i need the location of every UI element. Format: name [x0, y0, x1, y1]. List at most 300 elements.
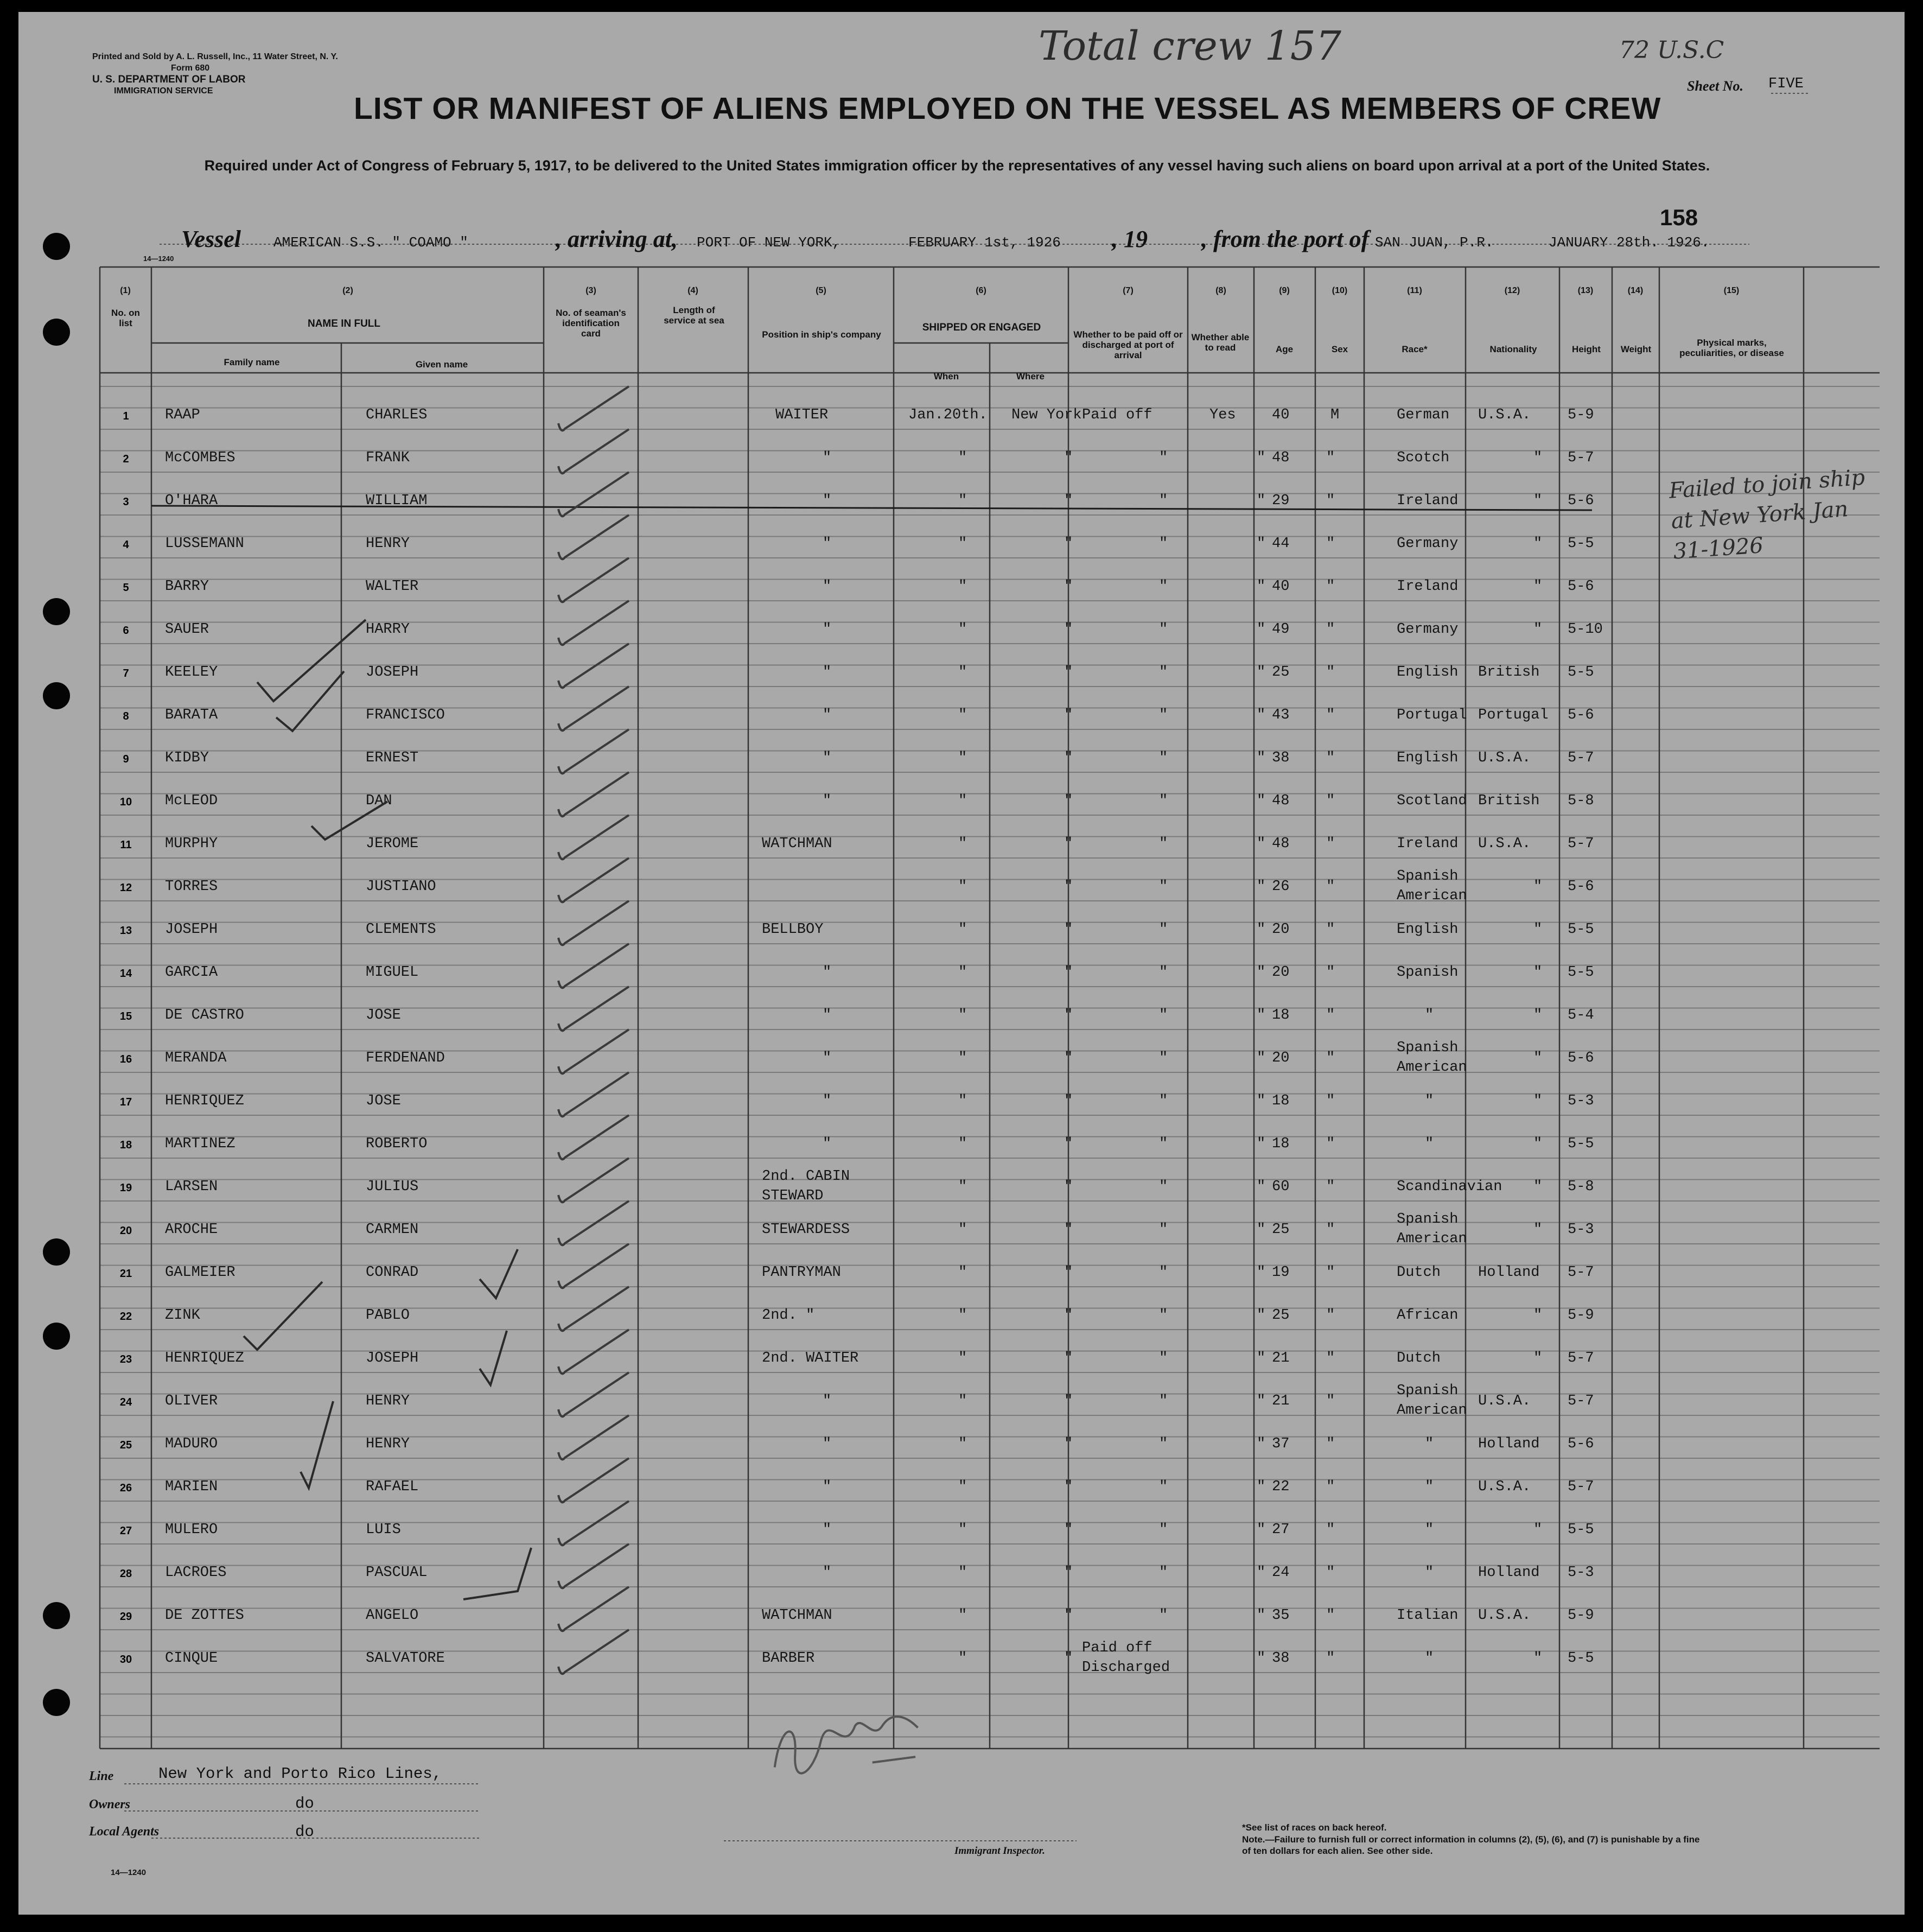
- able-to-read-cell: ": [1257, 836, 1266, 852]
- given-name-cell: FRANK: [366, 450, 410, 466]
- nationality-cell: U.S.A.: [1478, 750, 1531, 766]
- row-number-cell: 18: [119, 1139, 132, 1151]
- header-id-card: No. of seaman's identification card: [556, 308, 626, 339]
- height-cell: 5-9: [1568, 1607, 1594, 1624]
- position-cell: BELLBOY: [762, 921, 824, 938]
- nationality-cell: ": [1533, 921, 1543, 938]
- given-name-cell: JEROME: [366, 836, 419, 852]
- id-card-check-mark: [558, 901, 629, 945]
- age-cell: 43: [1272, 707, 1290, 723]
- given-name-cell: ANGELO: [366, 1607, 419, 1624]
- header-age: Age: [1275, 344, 1294, 354]
- position-cell: PANTRYMAN: [762, 1264, 841, 1281]
- family-name-cell: JOSEPH: [165, 921, 218, 938]
- where-cell: ": [1064, 1179, 1073, 1195]
- header-where: Where: [1016, 371, 1045, 382]
- column-number: (4): [687, 286, 698, 295]
- when-cell: ": [958, 1136, 967, 1152]
- family-name-cell: AROCHE: [165, 1222, 218, 1238]
- paid-off-cell: ": [1159, 1179, 1168, 1195]
- row-number-cell: 2: [123, 453, 129, 465]
- where-cell: ": [1064, 921, 1073, 938]
- position-cell: WATCHMAN: [762, 1607, 832, 1624]
- form-number: Form 680: [171, 63, 210, 73]
- paid-off-cell: ": [1159, 1050, 1168, 1066]
- nationality-cell: ": [1533, 1650, 1543, 1667]
- local-agents-label: Local Agents: [89, 1825, 160, 1839]
- height-cell: 5-5: [1568, 1136, 1594, 1152]
- position-cell: 2nd. ": [762, 1307, 815, 1324]
- given-name-cell: HARRY: [366, 621, 410, 638]
- row-number-cell: 9: [123, 753, 129, 765]
- nationality-cell: Portugal: [1478, 707, 1549, 723]
- family-name-cell: DE CASTRO: [165, 1007, 244, 1024]
- nationality-cell: ": [1533, 1179, 1543, 1195]
- position-cell: ": [823, 1522, 832, 1538]
- paid-off-cell: ": [1159, 707, 1168, 723]
- paid-off-cell: ": [1159, 921, 1168, 938]
- age-cell: 18: [1272, 1007, 1290, 1024]
- age-cell: 18: [1272, 1136, 1290, 1152]
- race-cell: ": [1425, 1093, 1434, 1109]
- where-cell: ": [1064, 1607, 1073, 1624]
- position-cell: ": [823, 450, 832, 466]
- row-number-cell: 13: [119, 925, 132, 937]
- when-cell: ": [958, 1650, 967, 1667]
- line-value: New York and Porto Rico Lines,: [158, 1765, 442, 1783]
- nationality-cell: ": [1533, 536, 1543, 552]
- when-cell: ": [958, 921, 967, 938]
- age-cell: 40: [1272, 407, 1290, 423]
- given-name-cell: PASCUAL: [366, 1565, 428, 1581]
- when-cell: Jan.20th.: [908, 407, 988, 423]
- given-name-cell: FERDENAND: [366, 1050, 445, 1066]
- nationality-cell: ": [1533, 1350, 1543, 1367]
- nationality-cell: U.S.A.: [1478, 407, 1531, 423]
- age-cell: 48: [1272, 836, 1290, 852]
- able-to-read-cell: ": [1257, 1479, 1266, 1495]
- able-to-read-cell: ": [1257, 621, 1266, 638]
- family-name-cell: HENRIQUEZ: [165, 1093, 244, 1109]
- header-physical-marks: Physical marks, peculiarities, or disease: [1679, 338, 1784, 358]
- given-name-cell: LUIS: [366, 1522, 401, 1538]
- row-number-cell: 19: [119, 1182, 132, 1194]
- paid-off-cell: ": [1159, 836, 1168, 852]
- sex-cell: ": [1326, 579, 1335, 595]
- able-to-read-cell: Yes: [1209, 407, 1236, 423]
- race-cell: Dutch: [1397, 1350, 1441, 1367]
- family-name-cell: MARIEN: [165, 1479, 218, 1495]
- race-cell: Spanish American: [1397, 1040, 1467, 1076]
- given-name-cell: SALVATORE: [366, 1650, 445, 1667]
- form-subtitle: Required under Act of Congress of February 5, 1917, to be delivered to the United States immigration officer by the representatives of any vessel having such aliens on board upon arrival at a port of the United States.: [204, 157, 1710, 174]
- where-cell: ": [1064, 493, 1073, 509]
- row-number-cell: 23: [119, 1353, 132, 1365]
- where-cell: ": [1064, 579, 1073, 595]
- family-name-cell: BARATA: [165, 707, 218, 723]
- age-cell: 18: [1272, 1093, 1290, 1109]
- column-number: (13): [1577, 286, 1594, 295]
- paid-off-cell: ": [1159, 1264, 1168, 1281]
- header-nationality: Nationality: [1489, 344, 1537, 354]
- column-number: (1): [120, 286, 131, 295]
- id-card-check-mark: [558, 1115, 629, 1159]
- where-cell: ": [1064, 879, 1073, 895]
- height-cell: 5-7: [1568, 1479, 1594, 1495]
- age-cell: 25: [1272, 1222, 1290, 1238]
- height-cell: 5-9: [1568, 1307, 1594, 1324]
- paid-off-cell: ": [1159, 493, 1168, 509]
- paid-off-cell: ": [1159, 793, 1168, 809]
- page-number: 158: [1660, 205, 1698, 230]
- header-no-on-list: No. on list: [111, 308, 140, 328]
- family-name-cell: KEELEY: [165, 664, 218, 681]
- id-card-check-mark: [558, 601, 629, 645]
- when-cell: ": [958, 793, 967, 809]
- paid-off-cell: ": [1159, 1393, 1168, 1409]
- given-name-cell: JOSEPH: [366, 664, 419, 681]
- given-name-cell: FRANCISCO: [366, 707, 445, 723]
- id-card-check-mark: [558, 1372, 629, 1416]
- able-to-read-cell: ": [1257, 1093, 1266, 1109]
- family-name-cell: McCOMBES: [165, 450, 235, 466]
- when-cell: ": [958, 450, 967, 466]
- given-name-cell: HENRY: [366, 536, 410, 552]
- able-to-read-cell: ": [1257, 1307, 1266, 1324]
- header-given-name: Given name: [415, 359, 468, 370]
- able-to-read-cell: ": [1257, 921, 1266, 938]
- family-name-cell: MURPHY: [165, 836, 218, 852]
- id-card-check-mark: [558, 644, 629, 688]
- where-cell: ": [1064, 1650, 1073, 1667]
- race-cell: African: [1397, 1307, 1459, 1324]
- nationality-cell: ": [1533, 1307, 1543, 1324]
- able-to-read-cell: ": [1257, 707, 1266, 723]
- family-name-cell: O'HARA: [165, 493, 218, 509]
- height-cell: 5-8: [1568, 793, 1594, 809]
- position-cell: ": [823, 1093, 832, 1109]
- able-to-read-cell: ": [1257, 579, 1266, 595]
- age-cell: 49: [1272, 621, 1290, 638]
- sex-cell: ": [1326, 1479, 1335, 1495]
- age-cell: 24: [1272, 1565, 1290, 1581]
- id-card-check-mark: [558, 1072, 629, 1116]
- row-number-cell: 29: [119, 1611, 132, 1623]
- nationality-cell: ": [1533, 1522, 1543, 1538]
- header-position: Position in ship's company: [762, 329, 881, 340]
- position-cell: ": [823, 1479, 832, 1495]
- row-number-cell: 14: [119, 968, 132, 980]
- able-to-read-cell: ": [1257, 1393, 1266, 1409]
- header-able-read: Whether able to read: [1191, 332, 1250, 353]
- when-cell: ": [958, 879, 967, 895]
- column-number: (14): [1627, 286, 1644, 295]
- when-cell: ": [958, 1264, 967, 1281]
- paid-off-cell: ": [1159, 1522, 1168, 1538]
- height-cell: 5-5: [1568, 1650, 1594, 1667]
- family-name-cell: CINQUE: [165, 1650, 218, 1667]
- age-cell: 29: [1272, 493, 1290, 509]
- age-cell: 37: [1272, 1436, 1290, 1452]
- when-cell: ": [958, 1179, 967, 1195]
- tally-marks: [18, 12, 1905, 1915]
- immigrant-inspector-label: Immigrant Inspector.: [954, 1845, 1045, 1857]
- nationality-cell: British: [1478, 793, 1540, 809]
- given-name-cell: JOSE: [366, 1093, 401, 1109]
- header-length-service: Length of service at sea: [664, 305, 724, 326]
- family-name-cell: MARTINEZ: [165, 1136, 235, 1152]
- able-to-read-cell: ": [1257, 1264, 1266, 1281]
- column-number: (3): [585, 286, 596, 295]
- where-cell: New York: [1011, 407, 1082, 423]
- height-cell: 5-8: [1568, 1179, 1594, 1195]
- row-number-cell: 24: [119, 1396, 132, 1408]
- height-cell: 5-5: [1568, 1522, 1594, 1538]
- height-cell: 5-5: [1568, 536, 1594, 552]
- header-race: Race*: [1402, 344, 1428, 354]
- sex-cell: ": [1326, 1650, 1335, 1667]
- height-cell: 5-7: [1568, 836, 1594, 852]
- family-name-cell: LACROES: [165, 1565, 227, 1581]
- height-cell: 5-6: [1568, 707, 1594, 723]
- paid-off-cell: ": [1159, 879, 1168, 895]
- sex-cell: ": [1326, 1179, 1335, 1195]
- given-name-cell: CLEMENTS: [366, 921, 436, 938]
- age-cell: 25: [1272, 1307, 1290, 1324]
- position-cell: BARBER: [762, 1650, 815, 1667]
- id-card-check-mark: [558, 687, 629, 730]
- where-cell: ": [1064, 1264, 1073, 1281]
- departure-date: JANUARY 28th. 1926.: [1549, 234, 1710, 251]
- given-name-cell: CHARLES: [366, 407, 428, 423]
- year-label: , 19: [1112, 226, 1148, 252]
- race-cell: Dutch: [1397, 1264, 1441, 1281]
- family-name-cell: GARCIA: [165, 964, 218, 981]
- when-cell: ": [958, 836, 967, 852]
- race-cell: Italian: [1397, 1607, 1459, 1624]
- given-name-cell: JULIUS: [366, 1179, 419, 1195]
- given-name-cell: CONRAD: [366, 1264, 419, 1281]
- sex-cell: ": [1326, 1136, 1335, 1152]
- given-name-cell: PABLO: [366, 1307, 410, 1324]
- paid-off-cell: ": [1159, 1093, 1168, 1109]
- able-to-read-cell: ": [1257, 1350, 1266, 1367]
- age-cell: 25: [1272, 664, 1290, 681]
- header-name-in-full: NAME IN FULL: [307, 318, 381, 329]
- where-cell: ": [1064, 621, 1073, 638]
- age-cell: 48: [1272, 450, 1290, 466]
- nationality-cell: ": [1533, 450, 1543, 466]
- when-cell: ": [958, 1307, 967, 1324]
- age-cell: 20: [1272, 1050, 1290, 1066]
- given-name-cell: JOSEPH: [366, 1350, 419, 1367]
- position-cell: ": [823, 1436, 832, 1452]
- race-cell: English: [1397, 750, 1459, 766]
- family-name-cell: DE ZOTTES: [165, 1607, 244, 1624]
- sex-cell: ": [1326, 536, 1335, 552]
- given-name-cell: WILLIAM: [366, 493, 428, 509]
- where-cell: ": [1064, 1007, 1073, 1024]
- arriving-date: FEBRUARY 1st, 1926: [908, 234, 1061, 251]
- row-number-cell: 12: [119, 882, 132, 894]
- position-cell: ": [823, 707, 832, 723]
- age-cell: 40: [1272, 579, 1290, 595]
- sex-cell: ": [1326, 1222, 1335, 1238]
- position-cell: ": [823, 1565, 832, 1581]
- where-cell: ": [1064, 836, 1073, 852]
- header-paid-off: Whether to be paid off or discharged at port of arrival: [1073, 329, 1183, 360]
- sex-cell: ": [1326, 836, 1335, 852]
- id-card-check-mark: [558, 1415, 629, 1459]
- row-number-cell: 11: [120, 839, 132, 851]
- family-name-cell: LUSSEMANN: [165, 536, 244, 552]
- when-cell: ": [958, 1565, 967, 1581]
- sex-cell: ": [1326, 879, 1335, 895]
- row-number-cell: 16: [119, 1053, 132, 1065]
- printer-line: Printed and Sold by A. L. Russell, Inc., 11 Water Street, N. Y.: [92, 52, 338, 61]
- race-cell: Ireland: [1397, 493, 1459, 509]
- age-cell: 38: [1272, 1650, 1290, 1667]
- position-cell: ": [823, 664, 832, 681]
- race-cell: ": [1425, 1436, 1434, 1452]
- row-number-cell: 15: [119, 1011, 132, 1022]
- where-cell: ": [1064, 1307, 1073, 1324]
- header-shipped-engaged: SHIPPED OR ENGAGED: [922, 322, 1041, 333]
- nationality-cell: ": [1533, 579, 1543, 595]
- row-number-cell: 17: [119, 1096, 132, 1108]
- given-name-cell: HENRY: [366, 1393, 410, 1409]
- age-cell: 19: [1272, 1264, 1290, 1281]
- when-cell: ": [958, 1607, 967, 1624]
- id-card-check-mark: [558, 515, 629, 559]
- pencil-tick-mark: [480, 1331, 507, 1385]
- column-number: (2): [342, 286, 353, 295]
- age-cell: 20: [1272, 921, 1290, 938]
- paid-off-cell: ": [1159, 664, 1168, 681]
- pencil-tick-mark: [244, 1282, 322, 1350]
- height-cell: 5-3: [1568, 1565, 1594, 1581]
- nationality-cell: ": [1533, 1222, 1543, 1238]
- paid-off-cell: ": [1159, 536, 1168, 552]
- nationality-cell: Holland: [1478, 1264, 1540, 1281]
- nationality-cell: ": [1533, 1007, 1543, 1024]
- age-cell: 38: [1272, 750, 1290, 766]
- owners-label: Owners: [89, 1797, 131, 1812]
- race-cell: ": [1425, 1007, 1434, 1024]
- column-number: (15): [1723, 286, 1740, 295]
- position-cell: WATCHMAN: [762, 836, 832, 852]
- race-cell: Spanish: [1397, 964, 1459, 981]
- where-cell: ": [1064, 707, 1073, 723]
- sex-cell: ": [1326, 1093, 1335, 1109]
- height-cell: 5-6: [1568, 493, 1594, 509]
- position-cell: ": [823, 1007, 832, 1024]
- nationality-cell: ": [1533, 621, 1543, 638]
- sex-cell: ": [1326, 1007, 1335, 1024]
- height-cell: 5-9: [1568, 407, 1594, 423]
- given-name-cell: CARMEN: [366, 1222, 419, 1238]
- where-cell: ": [1064, 1350, 1073, 1367]
- able-to-read-cell: ": [1257, 493, 1266, 509]
- given-name-cell: RAFAEL: [366, 1479, 419, 1495]
- position-cell: ": [823, 964, 832, 981]
- family-name-cell: TORRES: [165, 879, 218, 895]
- able-to-read-cell: ": [1257, 1222, 1266, 1238]
- row-number-cell: 1: [123, 410, 129, 422]
- header-weight: Weight: [1620, 344, 1652, 354]
- position-cell: WAITER: [775, 407, 829, 423]
- sex-cell: ": [1326, 921, 1335, 938]
- where-cell: ": [1064, 1436, 1073, 1452]
- where-cell: ": [1064, 1522, 1073, 1538]
- header-family-name: Family name: [224, 357, 280, 367]
- header-height: Height: [1572, 344, 1601, 354]
- where-cell: ": [1064, 1393, 1073, 1409]
- when-cell: ": [958, 1222, 967, 1238]
- when-cell: ": [958, 1050, 967, 1066]
- where-cell: ": [1064, 1479, 1073, 1495]
- where-cell: ": [1064, 793, 1073, 809]
- race-cell: ": [1425, 1136, 1434, 1152]
- able-to-read-cell: ": [1257, 964, 1266, 981]
- id-card-check-mark: [558, 1544, 629, 1588]
- position-cell: ": [823, 793, 832, 809]
- family-name-cell: McLEOD: [165, 793, 218, 809]
- family-name-cell: LARSEN: [165, 1179, 218, 1195]
- penalty-note: Note.—Failure to furnish full or correct information in columns (2), (5), (6), and (7) is punishable by a fine of ten dollars for each alien. See other side.: [1242, 1834, 1700, 1856]
- race-cell: ": [1425, 1522, 1434, 1538]
- race-cell: Spanish American: [1397, 868, 1467, 904]
- height-cell: 5-3: [1568, 1222, 1594, 1238]
- able-to-read-cell: ": [1257, 1650, 1266, 1667]
- nationality-cell: ": [1533, 493, 1543, 509]
- vessel-label: Vessel: [181, 226, 241, 252]
- height-cell: 5-5: [1568, 964, 1594, 981]
- nationality-cell: ": [1533, 1093, 1543, 1109]
- height-cell: 5-7: [1568, 450, 1594, 466]
- departure-port: SAN JUAN, P.R.: [1375, 234, 1494, 251]
- able-to-read-cell: ": [1257, 1007, 1266, 1024]
- pencil-tick-mark: [257, 620, 366, 701]
- id-card-check-mark: [558, 1201, 629, 1245]
- when-cell: ": [958, 536, 967, 552]
- paid-off-cell: ": [1159, 450, 1168, 466]
- row-number-cell: 3: [123, 496, 129, 508]
- paid-off-cell: ": [1159, 1350, 1168, 1367]
- sex-cell: ": [1326, 450, 1335, 466]
- sheet-label: Sheet No.: [1687, 78, 1743, 94]
- where-cell: ": [1064, 536, 1073, 552]
- where-cell: ": [1064, 964, 1073, 981]
- paid-off-cell: ": [1159, 1565, 1168, 1581]
- column-number: (8): [1215, 286, 1226, 295]
- paid-off-cell: Paid off: [1082, 407, 1152, 423]
- able-to-read-cell: ": [1257, 1436, 1266, 1452]
- position-cell: ": [823, 750, 832, 766]
- age-cell: 27: [1272, 1522, 1290, 1538]
- nationality-cell: ": [1533, 1050, 1543, 1066]
- age-cell: 60: [1272, 1179, 1290, 1195]
- race-cell: Scotch: [1397, 450, 1450, 466]
- row-number-cell: 26: [119, 1482, 132, 1494]
- position-cell: STEWARDESS: [762, 1222, 850, 1238]
- id-card-check-mark: [558, 858, 629, 902]
- races-note: *See list of races on back hereof.: [1242, 1822, 1387, 1833]
- row-number-cell: 4: [123, 539, 129, 551]
- position-cell: 2nd. WAITER: [762, 1350, 859, 1367]
- able-to-read-cell: ": [1257, 879, 1266, 895]
- when-cell: ": [958, 1393, 967, 1409]
